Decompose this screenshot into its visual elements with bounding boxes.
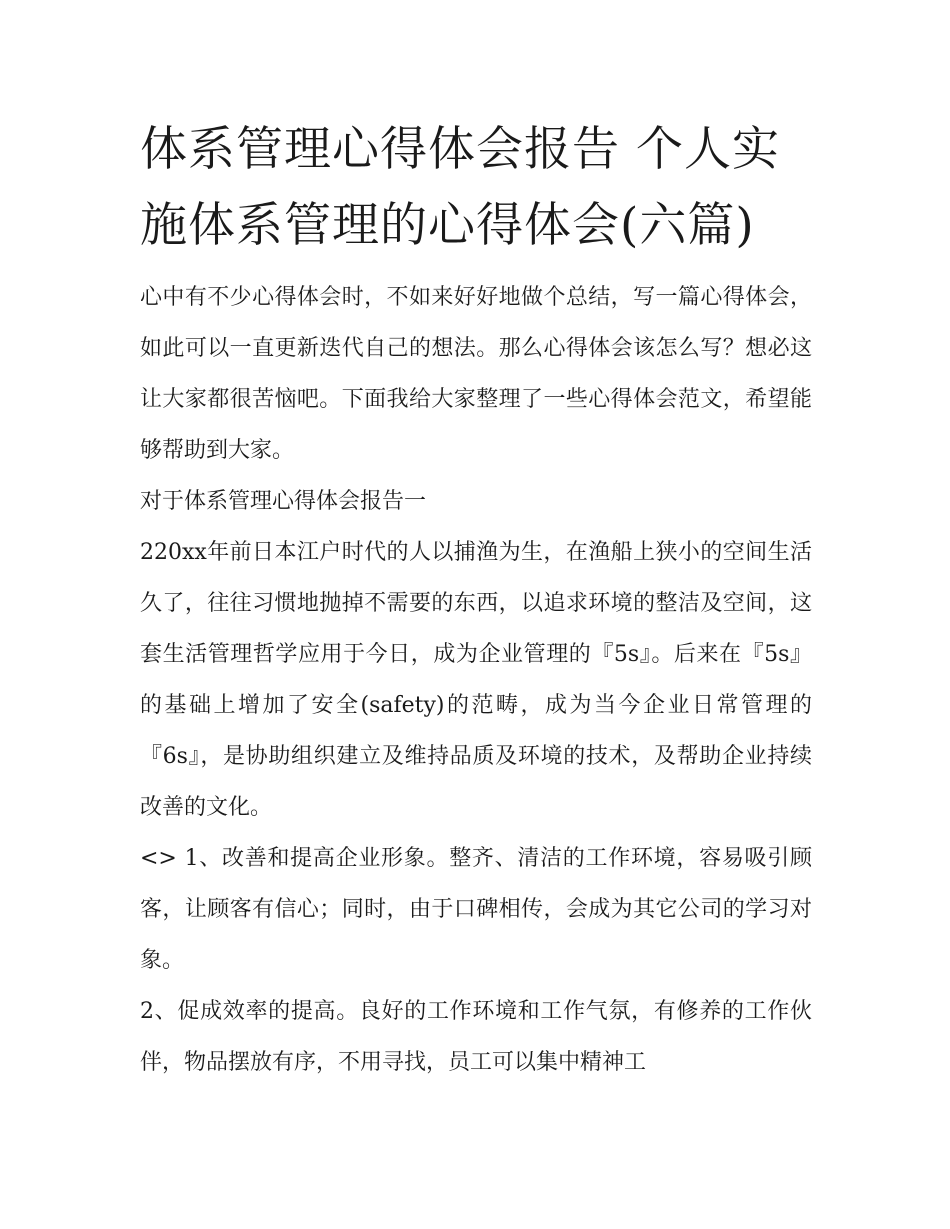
list-item-2: 2、促成效率的提高。良好的工作环境和工作气氛，有修养的工作伙伴，物品摆放有序，不用寻找，员工可以集中精神工: [140, 999, 812, 1075]
list-item-1: <> 1、改善和提高企业形象。整齐、清洁的工作环境，容易吸引顾客，让顾客有信心；同时，由于口碑相传，会成为其它公司的学习对象。: [140, 846, 812, 973]
section-heading: 对于体系管理心得体会报告一: [140, 489, 427, 514]
intro-paragraph: 心中有不少心得体会时，不如来好好地做个总结，写一篇心得体会，如此可以一直更新迭代自己的想法。那么心得体会该怎么写？想必这让大家都很苦恼吧。下面我给大家整理了一些心得体会范文，希望能够帮助到大家。: [140, 285, 812, 463]
body-paragraph: 220xx年前日本江户时代的人以捕渔为生，在渔船上狭小的空间生活久了，往往习惯地抛掉不需要的东西，以追求环境的整洁及空间，这套生活管理哲学应用于今日，成为企业管理的『5s』。后来在『5s』的基础上增加了安全(safety)的范畴，成为当今企业日常管理的『6s』，是协助组织建立及维持品质及环境的技术，及帮助企业持续改善的文化。: [140, 540, 812, 820]
document-title: 体系管理心得体会报告 个人实施体系管理的心得体会(六篇): [140, 122, 780, 253]
document-page: [140, 112, 812, 1088]
